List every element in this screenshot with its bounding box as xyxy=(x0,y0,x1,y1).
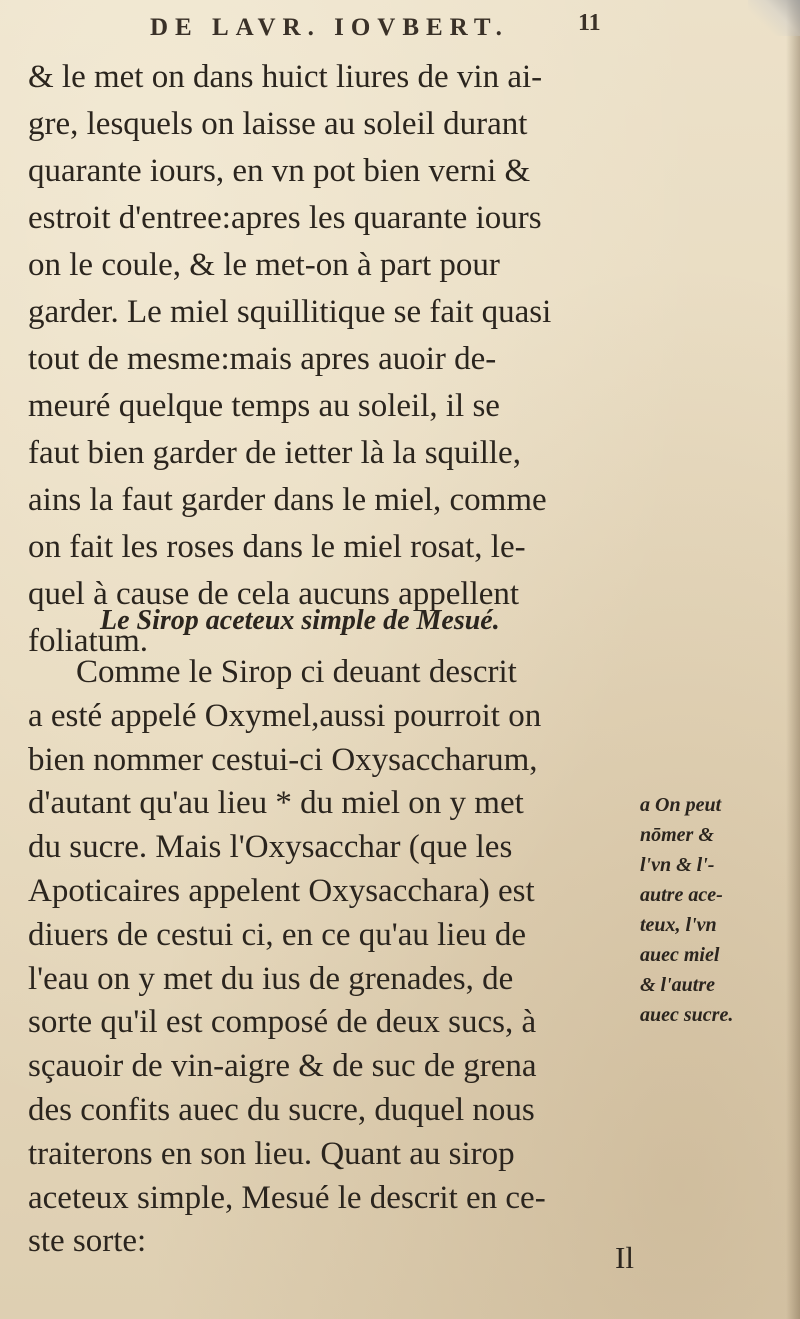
text-line: a esté appelé Oxymel,aussi pourroit on xyxy=(28,697,542,734)
page-number: 11 xyxy=(578,10,601,36)
text-line: quel à cause de cela aucuns appellent xyxy=(28,576,520,612)
text-line: sorte qu'il est composé de deux sucs, à xyxy=(28,1004,537,1041)
margin-note-line: nōmer & xyxy=(640,824,714,846)
margin-note-line: l'vn & l'- xyxy=(640,854,715,876)
paragraph-1 xyxy=(28,54,630,665)
text-line: sçauoir de vin-aigre & de suc de grena xyxy=(28,1048,537,1085)
text-line: gre, lesquels on laisse au soleil durant xyxy=(28,106,528,142)
text-line: l'eau on y met du ius de grenades, de xyxy=(28,960,514,997)
margin-note-line: auec miel xyxy=(640,944,720,966)
text-line: diuers de cestui ci, en ce qu'au lieu de xyxy=(28,916,526,953)
text-line: on fait les roses dans le miel rosat, le- xyxy=(28,529,526,565)
text-line: d'autant qu'au lieu * du miel on y met xyxy=(28,785,524,822)
text-line: ains la faut garder dans le miel, comme xyxy=(28,482,547,518)
margin-note-line: & l'autre xyxy=(640,974,716,996)
paragraph-2 xyxy=(28,651,638,1264)
text-line: Comme le Sirop ci deuant descrit xyxy=(76,654,517,690)
text-line: quarante iours, en vn pot bien verni & xyxy=(28,153,531,189)
text-line: du sucre. Mais l'Oxysacchar (que les xyxy=(28,829,513,866)
page-edge-shadow xyxy=(786,0,800,1319)
text-line: tout de mesme:mais apres auoir de- xyxy=(28,341,497,377)
margin-note-line: a On peut xyxy=(640,794,722,816)
text-line: & le met on dans huict liures de vin ai- xyxy=(28,59,543,95)
running-head: DE LAVR. IOVBERT. xyxy=(150,14,509,41)
text-line: des confits auec du sucre, duquel nous xyxy=(28,1091,535,1128)
text-line: Apoticaires appelent Oxysacchara) est xyxy=(28,872,535,909)
section-heading: Le Sirop aceteux simple de Mesué. xyxy=(100,605,500,636)
text-line: ste sorte: xyxy=(28,1223,147,1260)
margin-note xyxy=(640,790,800,1030)
margin-note-line: auec sucre. xyxy=(640,1004,734,1026)
text-line: faut bien garder de ietter là la squille, xyxy=(28,435,521,471)
text-line: aceteux simple, Mesué le descrit en ce- xyxy=(28,1179,546,1216)
margin-note-line: autre ace- xyxy=(640,884,723,906)
text-line: foliatum. xyxy=(28,623,149,659)
catchword: Il xyxy=(615,1240,634,1275)
page-corner-fold xyxy=(748,0,800,36)
text-line: meuré quelque temps au soleil, il se xyxy=(28,388,500,424)
text-line: traiterons en son lieu. Quant au sirop xyxy=(28,1135,515,1172)
margin-note-line: teux, l'vn xyxy=(640,914,717,936)
text-line: on le coule, & le met-on à part pour xyxy=(28,247,500,283)
text-line: estroit d'entree:apres les quarante iours xyxy=(28,200,542,236)
text-line: garder. Le miel squillitique se fait quasi xyxy=(28,294,552,330)
text-line: bien nommer cestui-ci Oxysaccharum, xyxy=(28,741,538,778)
